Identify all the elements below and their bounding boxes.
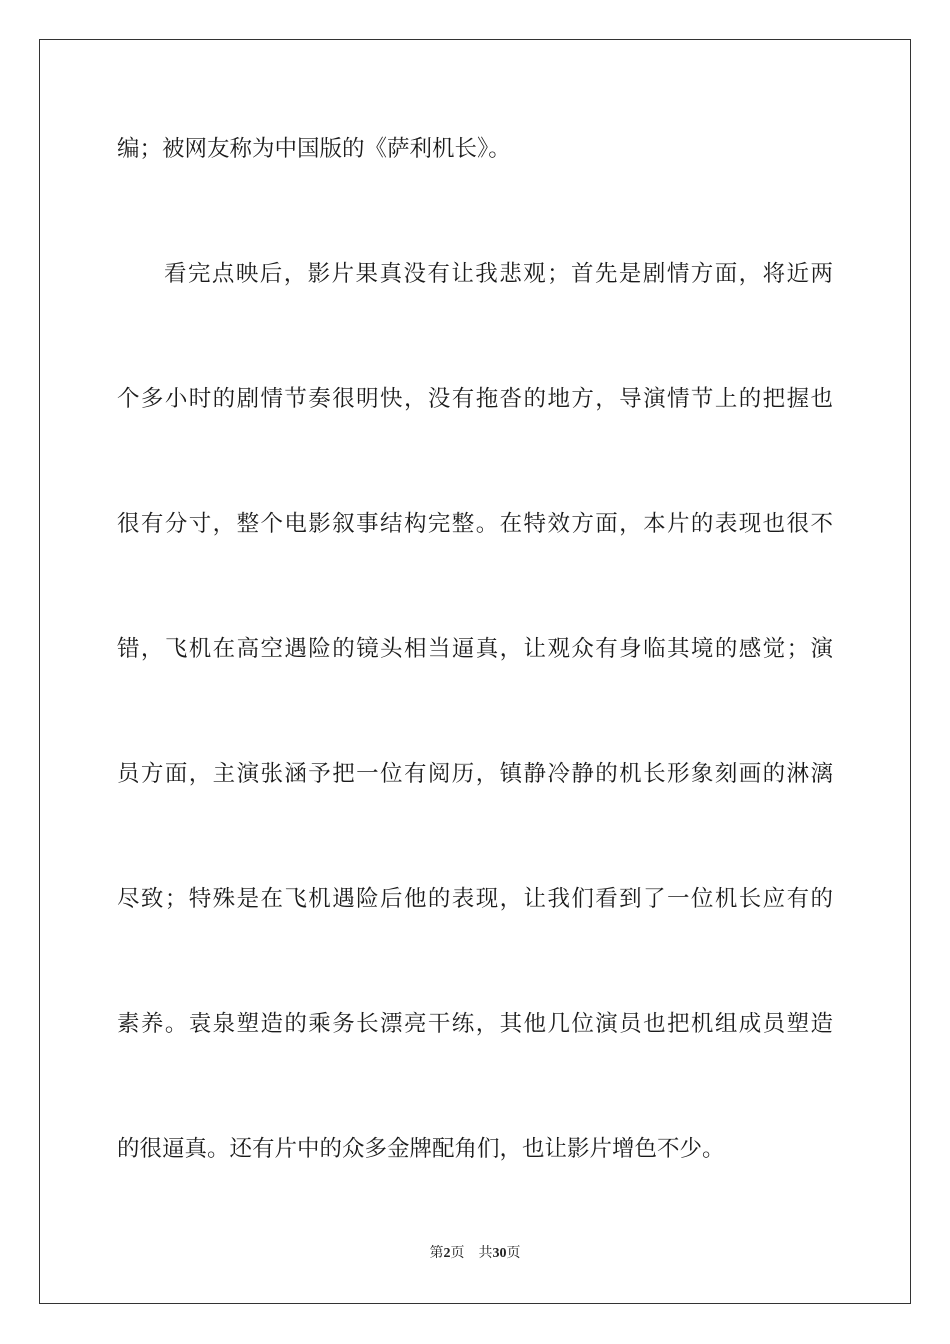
paragraph-line-7: 尽致；特殊是在飞机遇险后他的表现，让我们看到了一位机长应有的	[117, 886, 833, 912]
paragraph-line-4: 很有分寸，整个电影叙事结构完整。在特效方面，本片的表现也很不	[117, 511, 833, 537]
paragraph-line-8: 素养。袁泉塑造的乘务长漂亮干练，其他几位演员也把机组成员塑造	[117, 1011, 833, 1037]
paragraph-line-5: 错，飞机在高空遇险的镜头相当逼真，让观众有身临其境的感觉；演	[117, 636, 833, 662]
total-pages: 30	[492, 1246, 507, 1261]
total-suffix: 页	[506, 1245, 521, 1261]
page-footer	[0, 1243, 950, 1264]
paragraph-line-6: 员方面，主演张涵予把一位有阅历，镇静冷静的机长形象刻画的淋漓	[117, 761, 833, 787]
paragraph-line-9: 的很逼真。还有片中的众多金牌配角们，也让影片增色不少。	[117, 1136, 725, 1162]
page-suffix: 页	[450, 1245, 465, 1261]
paragraph-line-2: 看完点映后，影片果真没有让我悲观；首先是剧情方面，将近两	[164, 261, 833, 287]
paragraph-line-3: 个多小时的剧情节奏很明快，没有拖沓的地方，导演情节上的把握也	[117, 386, 833, 412]
paragraph-line-1: 编；被网友称为中国版的《萨利机长》。	[117, 136, 511, 162]
page-number: 2	[443, 1246, 451, 1261]
page-border	[39, 39, 911, 1304]
total-prefix: 共	[478, 1245, 493, 1261]
page-prefix: 第	[429, 1245, 444, 1261]
